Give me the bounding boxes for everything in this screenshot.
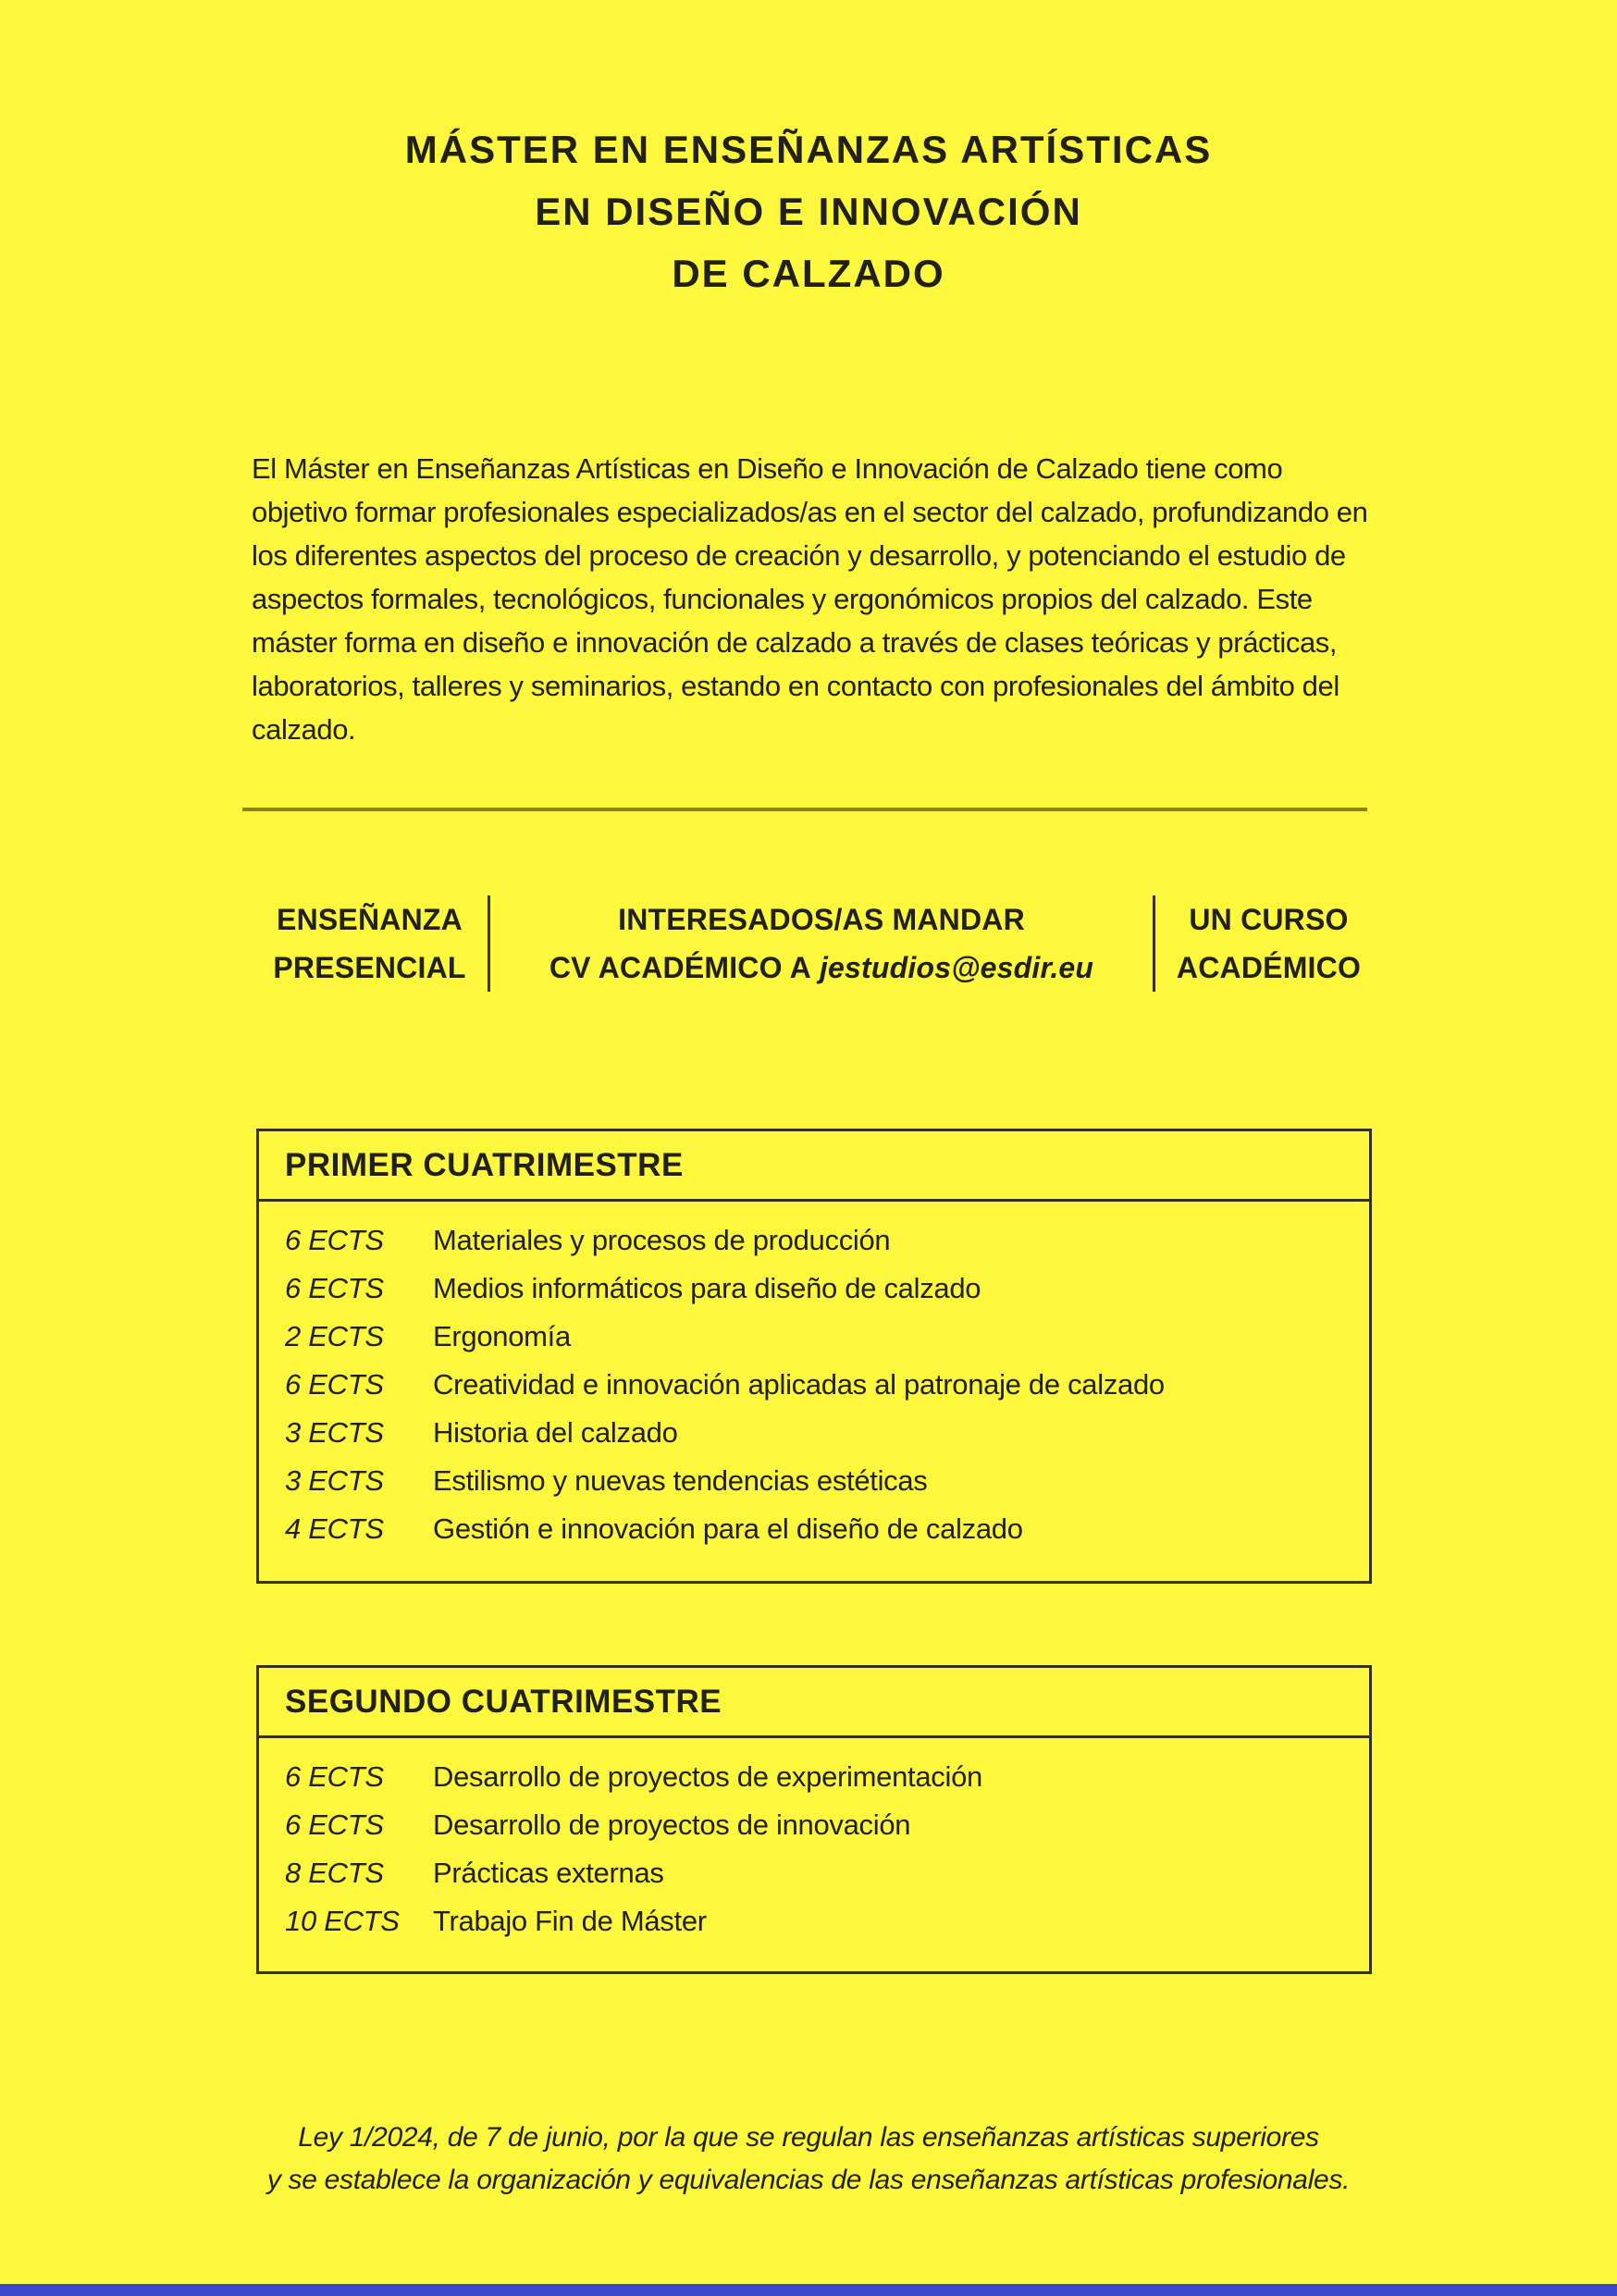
ects-value: 6 ECTS [285,1760,384,1793]
contact-email: jestudios@esdir.eu [819,951,1094,984]
info-contact-cv-label: CV ACADÉMICO A [549,951,811,984]
info-bar [252,895,1382,992]
table-row [285,1464,1343,1512]
title-line-3: DE CALZADO [672,252,945,295]
page-title [0,118,1617,304]
first-semester-body [259,1202,1369,1579]
ects-value: 10 ECTS [285,1905,400,1937]
ects-value: 4 ECTS [285,1512,384,1545]
ects-value: 6 ECTS [285,1368,384,1401]
table-row [285,1416,1343,1464]
table-row [285,1368,1343,1416]
first-semester-title: PRIMER CUATRIMESTRE [259,1131,1369,1202]
subject-name: Creatividad e innovación aplicadas al patronaje de calzado [433,1368,1165,1401]
table-row [285,1272,1343,1320]
intro-paragraph: El Máster en Enseñanzas Artísticas en Diseño e Innovación de Calzado tiene como objetivo formar profesionales especializados/as en el sector del calzado, profundizando en los diferentes aspectos del proceso de creación y desarrollo, y potenciando el estudio de aspectos formales, tecnológicos, funcionales y ergonómicos propios del calzado. Este máster forma en diseño e innovación de calzado a través de clases teóricas y prácticas, laboratorios, talleres y seminarios, estando en contacto con profesionales del ámbito del calzado. [252,452,1368,746]
subject-name: Prácticas externas [433,1857,664,1889]
second-semester-table [256,1665,1372,1974]
second-semester-title: SEGUNDO CUATRIMESTRE [259,1668,1369,1738]
info-contact-line-2 [490,944,1153,992]
ects-value: 3 ECTS [285,1464,384,1497]
bottom-accent-bar [0,2284,1617,2296]
info-duration [1155,895,1382,992]
info-duration-line-2: ACADÉMICO [1176,951,1362,984]
ects-value: 6 ECTS [285,1224,384,1256]
info-teaching-line-2: PRESENCIAL [273,951,466,984]
subject-name: Materiales y procesos de producción [433,1224,891,1256]
horizontal-divider [242,808,1367,811]
info-contact-line-1: INTERESADOS/AS MANDAR [618,903,1025,936]
law-note-line-1: Ley 1/2024, de 7 de junio, por la que se regulan las enseñanzas artísticas superiores [298,2122,1319,2153]
table-row [285,1808,1343,1857]
first-semester-table [256,1129,1372,1584]
second-semester-body [259,1738,1369,1971]
subject-name: Gestión e innovación para el diseño de calzado [433,1512,1023,1545]
ects-value: 2 ECTS [285,1320,384,1352]
title-line-2: EN DISEÑO E INNOVACIÓN [535,190,1082,233]
subject-name: Historia del calzado [433,1416,678,1449]
subject-name: Medios informáticos para diseño de calzado [433,1272,981,1304]
table-row [285,1857,1343,1905]
table-row [285,1320,1343,1368]
law-note-line-2: y se establece la organización y equivalencias de las enseñanzas artísticas profesionales. [266,2165,1351,2195]
table-row [285,1760,1343,1808]
table-row [285,1905,1343,1953]
subject-name: Trabajo Fin de Máster [433,1905,707,1937]
ects-value: 8 ECTS [285,1857,384,1889]
info-teaching-line-1: ENSEÑANZA [277,903,463,936]
subject-name: Ergonomía [433,1320,571,1352]
table-row [285,1224,1343,1272]
info-teaching-mode [252,895,488,992]
subject-name: Estilismo y nuevas tendencias estéticas [433,1464,928,1497]
subject-name: Desarrollo de proyectos de innovación [433,1808,911,1841]
ects-value: 6 ECTS [285,1272,384,1304]
info-contact [490,895,1153,992]
info-duration-line-1: UN CURSO [1189,903,1349,936]
table-row [285,1512,1343,1561]
subject-name: Desarrollo de proyectos de experimentación [433,1760,982,1793]
ects-value: 6 ECTS [285,1808,384,1841]
ects-value: 3 ECTS [285,1416,384,1449]
title-line-1: MÁSTER EN ENSEÑANZAS ARTÍSTICAS [404,128,1213,171]
law-note [0,2117,1617,2202]
